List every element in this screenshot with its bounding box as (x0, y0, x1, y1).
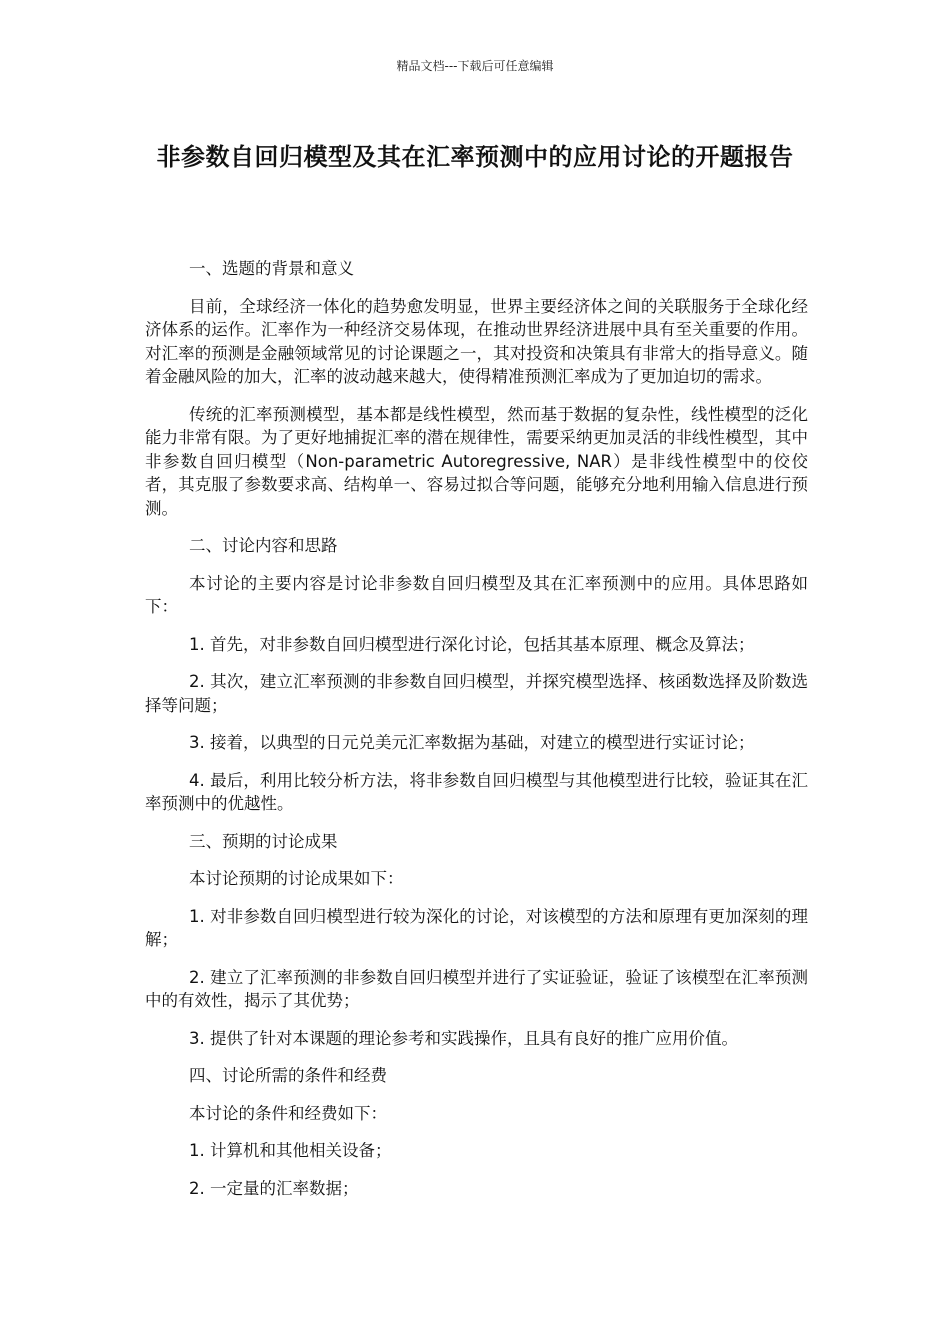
paragraph: 本讨论的主要内容是讨论非参数自回归模型及其在汇率预测中的应用。具体思路如下： (145, 573, 808, 616)
paragraph: 传统的汇率预测模型，基本都是线性模型，然而基于数据的复杂性，线性模型的泛化能力非常有限。为了更好地捕捉汇率的潜在规律性，需要采纳更加灵活的非线性模型，其中非参数自回归模型（Non-parametric Autoregressive, NAR）是非线性模型中的佼佼者，其克服了参数要求高、结构单一、容易过拟合等问题，能够充分地利用输入信息进行预测。 (145, 404, 808, 518)
list-item: 1. 计算机和其他相关设备； (189, 1141, 392, 1160)
paragraph: 目前，全球经济一体化的趋势愈发明显，世界主要经济体之间的关联服务于全球化经济体系的运作。汇率作为一种经济交易体现，在推动世界经济进展中具有至关重要的作用。对汇率的预测是金融领域常见的讨论课题之一，其对投资和决策具有非常大的指导意义。随着金融风险的加大，汇率的波动越来越大，使得精准预测汇率成为了更加迫切的需求。 (145, 296, 808, 386)
list-item: 2. 一定量的汇率数据； (189, 1178, 359, 1198)
list-item: 1. 对非参数自回归模型进行较为深化的讨论，对该模型的方法和原理有更加深刻的理解； (145, 906, 808, 949)
section-heading-1: 一、选题的背景和意义 (189, 259, 354, 278)
section-heading-4: 四、讨论所需的条件和经费 (189, 1066, 387, 1085)
list-item: 2. 建立了汇率预测的非参数自回归模型并进行了实证验证，验证了该模型在汇率预测中的有效性，揭示了其优势； (145, 967, 808, 1010)
paragraph: 本讨论预期的讨论成果如下： (189, 869, 404, 888)
list-item: 3. 接着，以典型的日元兑美元汇率数据为基础，对建立的模型进行实证讨论； (189, 733, 755, 752)
list-item: 1. 首先，对非参数自回归模型进行深化讨论，包括其基本原理、概念及算法； (189, 634, 755, 654)
document-body (145, 257, 808, 1214)
list-item: 2. 其次，建立汇率预测的非参数自回归模型，并探究模型选择、核函数选择及阶数选择等问题； (145, 672, 808, 715)
document-title: 非参数自回归模型及其在汇率预测中的应用讨论的开题报告 (156, 143, 794, 171)
list-item: 4. 最后，利用比较分析方法，将非参数自回归模型与其他模型进行比较，验证其在汇率预测中的优越性。 (145, 770, 808, 813)
section-heading-3: 三、预期的讨论成果 (189, 831, 338, 851)
paragraph: 本讨论的条件和经费如下： (189, 1103, 387, 1123)
header-note: 精品文档---下载后可任意编辑 (396, 59, 554, 73)
section-heading-2: 二、讨论内容和思路 (189, 536, 338, 555)
list-item: 3. 提供了针对本课题的理论参考和实践操作，且具有良好的推广应用价值。 (189, 1028, 738, 1048)
